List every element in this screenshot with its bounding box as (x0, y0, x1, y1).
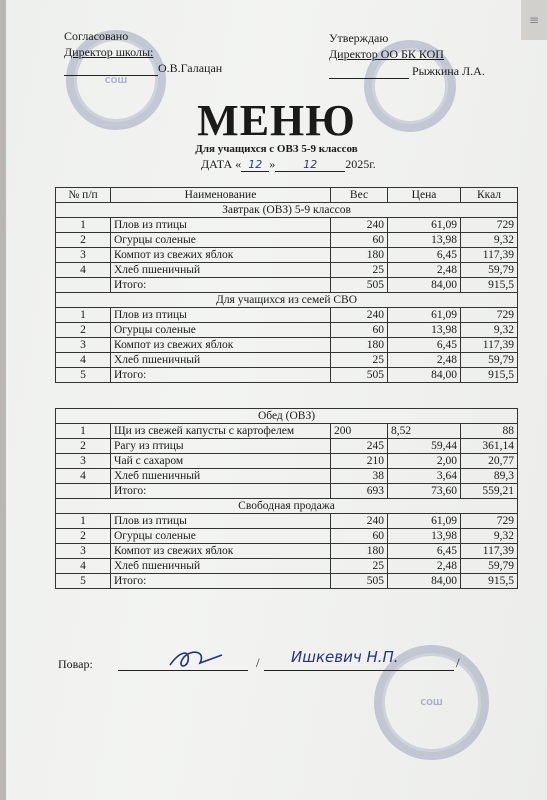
cell-name: Хлеб пшеничный (111, 469, 331, 484)
page-title: МЕНЮ (197, 96, 356, 145)
section-title: Завтрак (ОВЗ) 5-9 классов (56, 203, 518, 218)
approval-right-line1: Утверждаю (329, 31, 389, 45)
cook-slash-left: / (256, 655, 260, 670)
cook-label: Повар: (58, 657, 93, 671)
cell-price: 59,44 (388, 439, 461, 454)
cell-num: 1 (56, 514, 111, 529)
cell-weight: 210 (331, 454, 388, 469)
cell-price: 6,45 (388, 338, 461, 353)
cell-num: 4 (56, 469, 111, 484)
cell-kcal: 9,32 (461, 323, 518, 338)
date-day: 12 (241, 158, 269, 172)
cell-num: 2 (56, 529, 111, 544)
cell-weight: 200 (331, 424, 388, 439)
approval-left-name: О.В.Галацан (158, 61, 223, 75)
cell-num: 2 (56, 323, 111, 338)
cell-name: Плов из птицы (111, 514, 331, 529)
section-title: Для учащихся из семей СВО (56, 293, 518, 308)
cell-name: Рагу из птицы (111, 439, 331, 454)
table-row (56, 248, 518, 263)
menu-table-breakfast (55, 187, 518, 383)
cell-name: Огурцы соленые (111, 323, 331, 338)
cell-weight: 240 (331, 218, 388, 233)
cell-total-kcal: 915,5 (461, 574, 518, 589)
stamp-text: СОШ (104, 75, 128, 85)
table-row (56, 559, 518, 574)
cell-name: Огурцы соленые (111, 233, 331, 248)
cell-price: 13,98 (388, 323, 461, 338)
cell-weight: 38 (331, 469, 388, 484)
cell-total-weight: 693 (331, 484, 388, 499)
total-row (56, 368, 518, 383)
cell-kcal: 89,3 (461, 469, 518, 484)
cell-total-weight: 505 (331, 574, 388, 589)
cell-price: 2,48 (388, 263, 461, 278)
approval-left-line2: Директор школы: (64, 45, 154, 59)
approval-right-line2: Директор ОО БК КОП (329, 47, 444, 61)
section-title: Свободная продажа (56, 499, 518, 514)
table-row (56, 514, 518, 529)
cell-name: Чай с сахаром (111, 454, 331, 469)
cell-name: Огурцы соленые (111, 529, 331, 544)
page-subtitle: Для учащихся с ОВЗ 5-9 классов (195, 143, 358, 155)
cell-num: 2 (56, 233, 111, 248)
table-row (56, 323, 518, 338)
cell-total-weight: 505 (331, 278, 388, 293)
menu-table-lunch (55, 408, 518, 589)
date-prefix: ДАТА « (201, 157, 242, 171)
cell-name: Компот из свежих яблок (111, 544, 331, 559)
cell-num (56, 484, 111, 499)
table-row (56, 439, 518, 454)
cell-price: 6,45 (388, 248, 461, 263)
cell-kcal: 59,79 (461, 353, 518, 368)
section-row (56, 203, 518, 218)
cell-num: 1 (56, 218, 111, 233)
cell-total-kcal: 559,21 (461, 484, 518, 499)
table-row (56, 338, 518, 353)
cell-weight: 240 (331, 514, 388, 529)
cell-num: 2 (56, 439, 111, 454)
table-header-row (56, 188, 518, 203)
cell-weight: 245 (331, 439, 388, 454)
cell-total-label: Итого: (111, 484, 331, 499)
cell-weight: 60 (331, 233, 388, 248)
cell-price: 61,09 (388, 218, 461, 233)
table-row (56, 454, 518, 469)
cell-price: 2,00 (388, 454, 461, 469)
approval-left-signature-line (64, 75, 158, 76)
cell-kcal: 59,79 (461, 559, 518, 574)
header-kcal: Ккал (461, 188, 518, 203)
date-month: 12 (275, 158, 345, 172)
cell-name: Компот из свежих яблок (111, 248, 331, 263)
cell-num: 4 (56, 559, 111, 574)
cell-price: 8,52 (388, 424, 461, 439)
cell-name: Компот из свежих яблок (111, 338, 331, 353)
cell-kcal: 117,39 (461, 544, 518, 559)
cell-weight: 60 (331, 323, 388, 338)
cell-weight: 240 (331, 308, 388, 323)
cell-num: 3 (56, 454, 111, 469)
table-row (56, 529, 518, 544)
stamp-text-bottom: СОШ (420, 698, 443, 707)
cell-total-price: 84,00 (388, 368, 461, 383)
cell-price: 2,48 (388, 353, 461, 368)
cell-kcal: 88 (461, 424, 518, 439)
table-row (56, 424, 518, 439)
cell-kcal: 729 (461, 514, 518, 529)
cell-num: 3 (56, 248, 111, 263)
total-row (56, 484, 518, 499)
cook-slash-right: / (456, 655, 460, 670)
cell-weight: 180 (331, 544, 388, 559)
cell-name: Плов из птицы (111, 308, 331, 323)
cell-price: 6,45 (388, 544, 461, 559)
document-page (6, 0, 547, 800)
approval-right-signature-line (329, 78, 409, 79)
cell-num: 4 (56, 263, 111, 278)
cook-name-line (264, 670, 454, 671)
cell-name: Хлеб пшеничный (111, 559, 331, 574)
cell-kcal: 20,77 (461, 454, 518, 469)
approval-left-line1: Согласовано (64, 29, 129, 43)
cell-kcal: 9,32 (461, 233, 518, 248)
cell-weight: 180 (331, 338, 388, 353)
cell-kcal: 117,39 (461, 338, 518, 353)
cell-total-price: 84,00 (388, 278, 461, 293)
cell-kcal: 117,39 (461, 248, 518, 263)
header-price: Цена (388, 188, 461, 203)
cell-total-kcal: 915,5 (461, 278, 518, 293)
total-row (56, 278, 518, 293)
cell-name: Плов из птицы (111, 218, 331, 233)
cell-total-label: Итого: (111, 368, 331, 383)
cell-num: 3 (56, 338, 111, 353)
section-title: Обед (ОВЗ) (56, 409, 518, 424)
date-line (201, 157, 376, 172)
approval-right-name: Рыжкина Л.А. (412, 64, 485, 78)
table-row (56, 469, 518, 484)
cell-name: Хлеб пшеничный (111, 353, 331, 368)
cook-signature-scribble (166, 645, 226, 673)
table-row (56, 308, 518, 323)
cell-total-label: Итого: (111, 278, 331, 293)
cell-num: 3 (56, 544, 111, 559)
cell-num (56, 278, 111, 293)
cell-total-label: Итого: (111, 574, 331, 589)
cell-total-price: 73,60 (388, 484, 461, 499)
cell-weight: 25 (331, 263, 388, 278)
section-row (56, 499, 518, 514)
cook-name-handwritten: Ишкевич Н.П. (291, 648, 399, 666)
total-row (56, 574, 518, 589)
section-row (56, 409, 518, 424)
header-weight: Вес (331, 188, 388, 203)
table-row (56, 233, 518, 248)
table-row (56, 544, 518, 559)
cell-weight: 180 (331, 248, 388, 263)
cell-kcal: 729 (461, 218, 518, 233)
cell-kcal: 9,32 (461, 529, 518, 544)
cell-total-price: 84,00 (388, 574, 461, 589)
cell-weight: 60 (331, 529, 388, 544)
cell-num: 4 (56, 353, 111, 368)
cell-name: Хлеб пшеничный (111, 263, 331, 278)
cell-num: 1 (56, 424, 111, 439)
header-name: Наименование (111, 188, 331, 203)
date-suffix: 2025г. (345, 157, 376, 171)
cell-kcal: 361,14 (461, 439, 518, 454)
cell-name: Щи из свежей капусты с картофелем (111, 424, 331, 439)
cell-num: 5 (56, 574, 111, 589)
header-num: № п/п (56, 188, 111, 203)
table-row (56, 218, 518, 233)
page-corner-mark: ≡ (521, 0, 547, 40)
cell-weight: 25 (331, 559, 388, 574)
cell-price: 61,09 (388, 514, 461, 529)
cell-total-kcal: 915,5 (461, 368, 518, 383)
cell-num: 5 (56, 368, 111, 383)
cell-kcal: 59,79 (461, 263, 518, 278)
table-row (56, 353, 518, 368)
cell-price: 2,48 (388, 559, 461, 574)
cell-kcal: 729 (461, 308, 518, 323)
cell-weight: 25 (331, 353, 388, 368)
section-row (56, 293, 518, 308)
cell-price: 61,09 (388, 308, 461, 323)
date-mid: » (269, 157, 276, 171)
cell-total-weight: 505 (331, 368, 388, 383)
cell-num: 1 (56, 308, 111, 323)
table-row (56, 263, 518, 278)
cell-price: 3,64 (388, 469, 461, 484)
cell-price: 13,98 (388, 233, 461, 248)
cell-price: 13,98 (388, 529, 461, 544)
